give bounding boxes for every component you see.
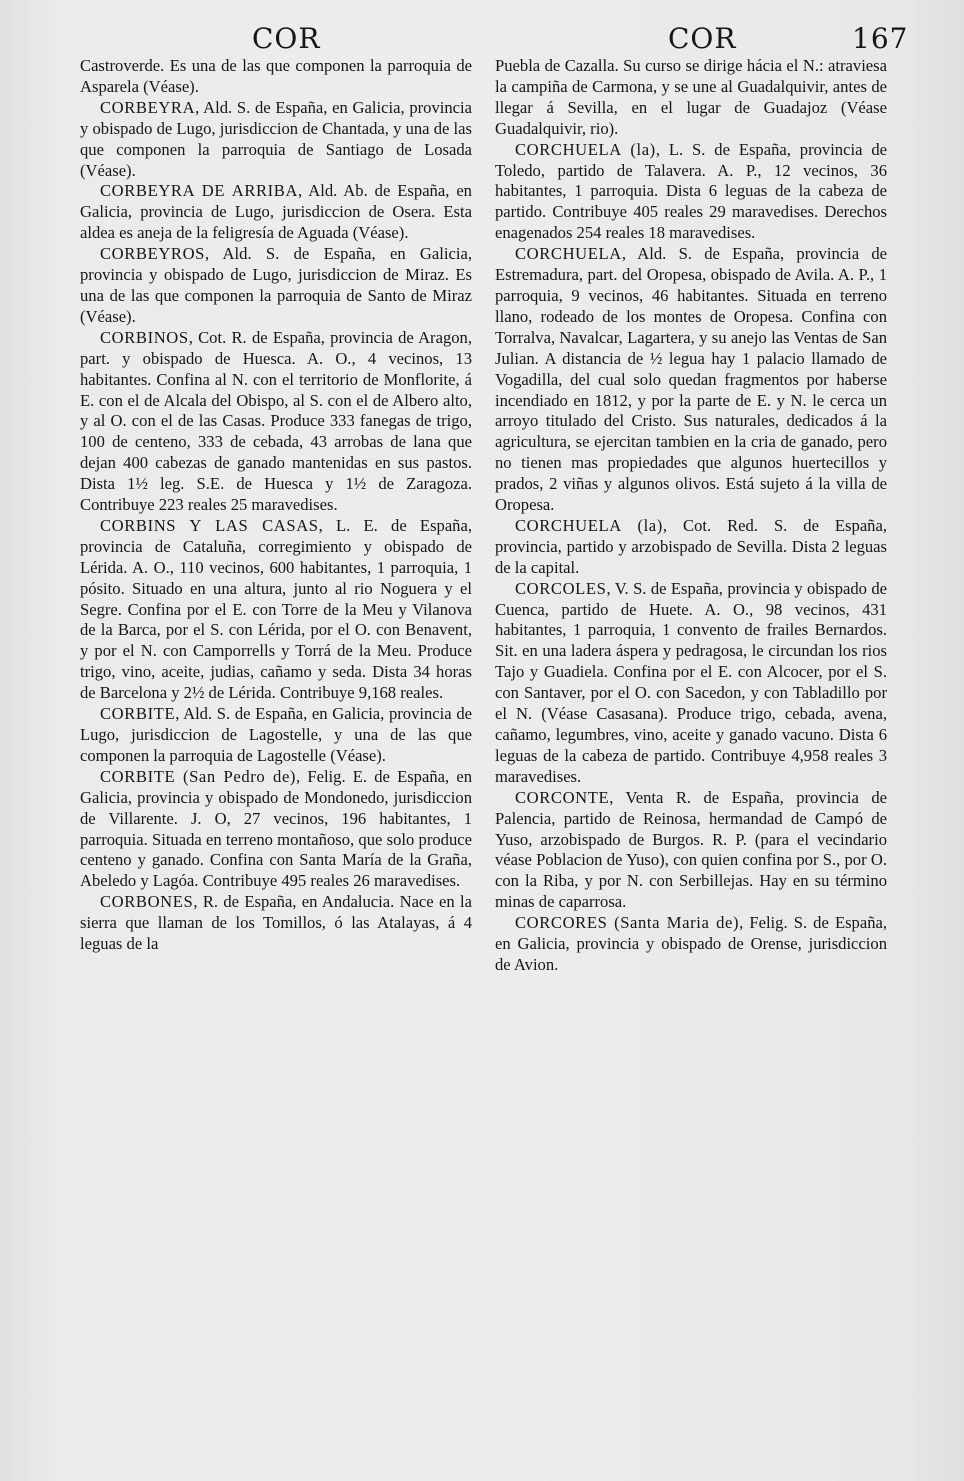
entry <box>495 244 887 516</box>
entry <box>80 328 472 516</box>
entry-headword: CORCHUELA <box>515 244 622 264</box>
running-head-left: COR <box>252 22 321 55</box>
entry-text: , L. E. de España, provincia de Cataluña, corregimiento y obispado de Lérida. A. O., 110 vecinos, 600 habitantes, 1 parroquia, 1 pósito. Situado en una altura, junto al rio Noguera y el Segre. Confina por el E. con Torre de la Meu y Vilanova de la Barca, por el S. con Lérida, por el O. con Benavent, y por el N. con Camporrells y Torrá de la Meu. Produce trigo, vino, aceite, judias, cañamo y seda. Dista 34 horas de Barcelona y 2½ de Lérida. Contribuye 9,168 reales. <box>80 515 472 703</box>
entry <box>80 892 472 955</box>
entry <box>80 181 472 244</box>
entry-text: , Venta R. de España, provincia de Palencia, partido de Reinosa, hermandad de Campó de Yuso, arzobispado de Burgos. R. P. (para el vecindario véase Poblacion de Yuso), con quien confina por S., por O. con la Riba, y por N. con Serbillejas. Hay en su término minas de caparrosa. <box>495 787 887 912</box>
entry-headword: CORCOLES <box>515 578 607 598</box>
entry <box>80 516 472 704</box>
entry <box>80 56 472 98</box>
entry-text: , Ald. Ab. de España, en Galicia, provincia de Lugo, jurisdiccion de Osera. Esta aldea es aneja de la feligresía de Aguada (Véase). <box>80 181 472 243</box>
entry-headword: CORCHUELA (la) <box>515 515 663 535</box>
entry-headword: CORCONTE <box>515 787 610 807</box>
entry-text: , R. de España, en Andalucia. Nace en la sierra que llaman de los Tomillos, ó las Atalayas, á 4 leguas de la <box>80 892 472 954</box>
entry-text: , Felig. E. de España, en Galicia, provincia y obispado de Mondonedo, jurisdiccion de Villarente. J. O, 27 vecinos, 196 habitantes, 1 parroquia. Situada en terreno montañoso, que solo produce centeno y ganado. Confina con Santa María de la Graña, Abeledo y Lagóa. Contribuye 495 reales 26 maravedises. <box>80 766 472 891</box>
entry-headword: CORBEYRA <box>100 97 196 117</box>
entry <box>495 913 887 976</box>
entry-text: , V. S. de España, provincia y obispado de Cuenca, partido de Huete. A. O., 98 vecinos, 431 habitantes, 1 parroquia, 1 convento de frailes Bernardos. Sit. en una ladera áspera y pedragosa, le circundan los rios Tajo y Guadiela. Confina por el E. con Alcocer, por el S. con Santaver, por el O. con Sacedon, y con Tabladillo por el N. (Véase Casasana). Produce trigo, cebada, avena, cañamo, legumbres, vino, aceite y ganado vacuno. Dista 6 leguas de la cabeza de partido. Contribuye 4,958 reales 3 maravedises. <box>495 578 887 786</box>
entry <box>495 56 887 140</box>
entry-text: , L. S. de España, provincia de Toledo, partido de Talavera. A. P., 12 vecinos, 36 habitantes, 1 parroquia. Dista 6 leguas de la cabeza de partido. Contribuye 405 reales 29 maravedises. Derechos enagenados 254 reales 18 maravedises. <box>495 139 887 243</box>
entry <box>80 244 472 328</box>
entry-headword: CORBONES <box>100 892 194 912</box>
entry <box>80 704 472 767</box>
entry-headword: CORCORES (Santa Maria de) <box>515 913 740 933</box>
entry-text: Puebla de Cazalla. Su curso se dirige hácia el N.: atraviesa la campiña de Carmona, y se une al Guadalquivir, antes de llegar á Sevilla, en el lugar de Guadajoz (Véase Guadalquivir, rio). <box>495 56 887 138</box>
entry-headword: CORCHUELA (la) <box>515 139 656 159</box>
entry-text: , Felig. S. de España, en Galicia, provincia y obispado de Orense, jurisdiccion de Avion. <box>495 913 888 974</box>
page-number: 167 <box>852 22 909 55</box>
entry <box>495 140 887 245</box>
running-head-right: COR <box>668 22 737 55</box>
entry-text: , Cot. R. de España, provincia de Aragon, part. y obispado de Huesca. A. O., 4 vecinos, 13 habitantes. Confina al N. con el territorio de Monflorite, á E. con el de Alcala del Obispo, al S. con el de Albero alto, y al O. con el de las Casas. Produce 333 fanegas de trigo, 100 de centeno, 333 de cebada, 43 arrobas de lana que dejan 400 cabezas de ganado mantenidas en sus pastos. Dista 1½ leg. S.E. de Huesca y 1½ de Zaragoza. Contribuye 223 reales 25 maravedises. <box>80 327 472 515</box>
entry <box>80 767 472 892</box>
right-column <box>495 56 887 976</box>
entry-headword: CORBINOS <box>100 327 189 347</box>
entry-headword: CORBEYRA DE ARRIBA <box>100 181 299 201</box>
entry-text: Castroverde. Es una de las que componen la parroquia de Asparela (Véase). <box>80 56 472 96</box>
entry-text: , Ald. S. de España, en Galicia, provincia y obispado de Lugo, jurisdiccion de Miraz. Es una de las que componen la parroquia de Santo de Miraz (Véase). <box>80 244 472 326</box>
entry <box>495 516 887 579</box>
entry-headword: CORBITE <box>100 704 176 724</box>
left-column <box>80 56 472 955</box>
entry <box>80 98 472 182</box>
entry-text: , Ald. S. de España, en Galicia, provincia de Lugo, jurisdiccion de Lagostelle, y una de las que componen la parroquia de Lagostelle (Véase). <box>80 704 472 765</box>
entry-text: , Cot. Red. S. de España, provincia, partido y arzobispado de Sevilla. Dista 2 leguas de la capital. <box>495 515 887 577</box>
entry-headword: CORBEYROS <box>100 244 205 264</box>
entry <box>495 579 887 788</box>
entry-headword: CORBINS Y LAS CASAS <box>100 515 319 535</box>
entry-headword: CORBITE (San Pedro de) <box>100 766 297 786</box>
entry-text: , Ald. S. de España, provincia de Estremadura, part. del Oropesa, obispado de Avila. A. P., 1 parroquia, 9 vecinos, 46 habitantes. Situada en terreno llano, rodeado de los montes de Oropesa. Confina con Torralva, Navalcar, Lagartera, y su anejo las Ventas de San Julian. A distancia de ½ legua hay 1 palacio llamado de Vogadilla, del cual solo quedan fragmentos por haberse incendiado en 1812, y por la parte de E. y N. le cerca un arroyo titulado del Cristo. Sus naturales, dedicados á la agricultura, se ejercitan tambien en la cria de ganado, pero no tienen mas propiedades que algunos huertecillos y prados, 2 viñas y algunos olivos. Está sujeto á la villa de Oropesa. <box>495 244 887 515</box>
entry-text: , Ald. S. de España, en Galicia, provincia y obispado de Lugo, jurisdiccion de Chantada, y una de las que componen la parroquia de Santiago de Losada (Véase). <box>80 97 472 180</box>
entry <box>495 788 887 913</box>
